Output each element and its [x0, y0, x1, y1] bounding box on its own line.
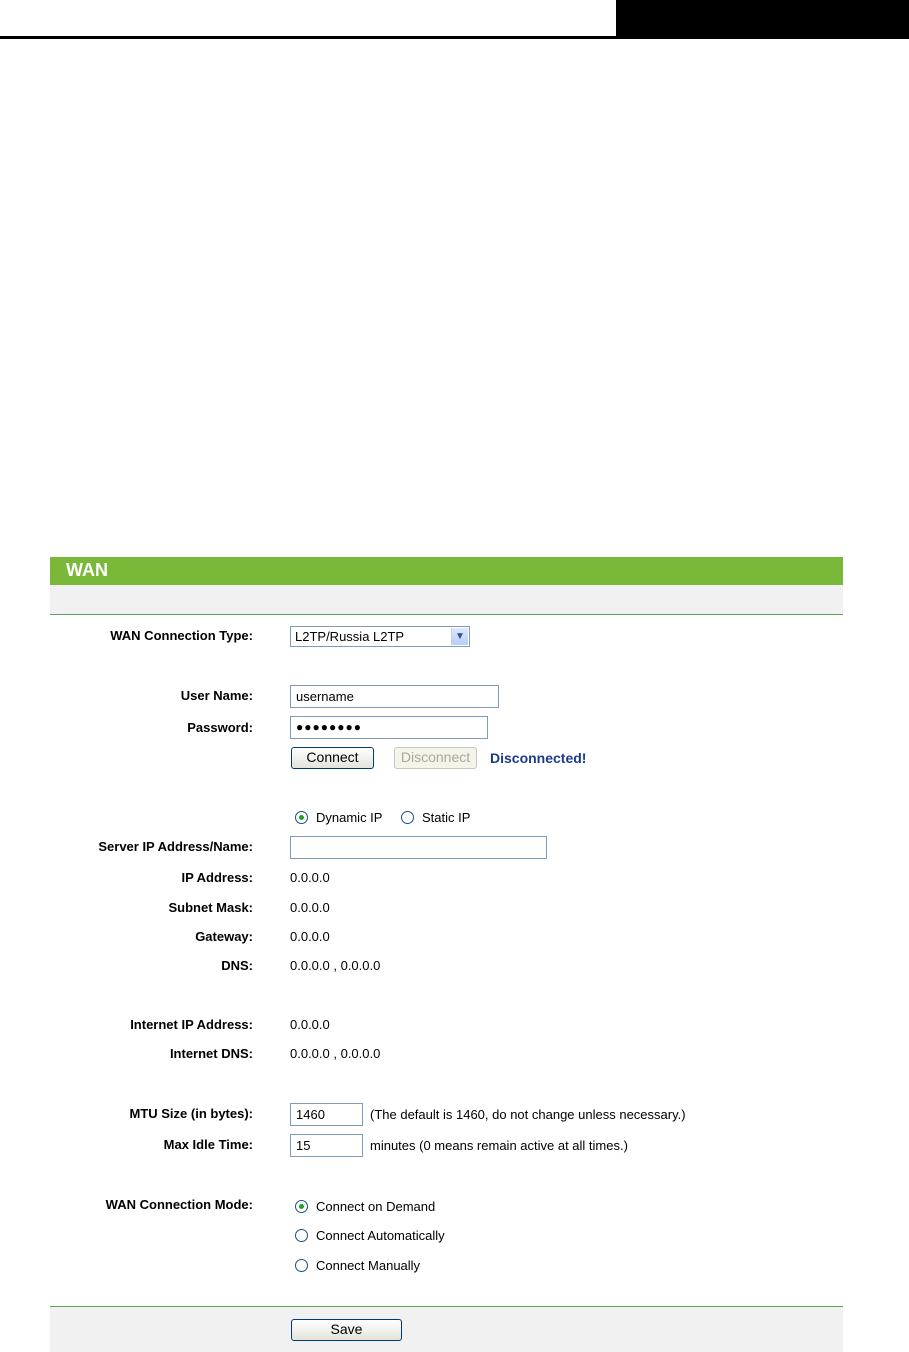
password-field[interactable]: ●●●●●●●●: [290, 716, 488, 739]
idle-field[interactable]: 15: [290, 1134, 363, 1157]
dynamic-ip-label: Dynamic IP: [316, 810, 383, 825]
dynamic-ip-radio[interactable]: [295, 811, 308, 824]
top-band: [50, 585, 843, 615]
conn-type-label: WAN Connection Type:: [110, 628, 253, 643]
mtu-label: MTU Size (in bytes):: [129, 1106, 253, 1121]
gateway-label: Gateway:: [195, 929, 253, 944]
panel-title: WAN: [66, 560, 108, 580]
panel-title-bar: [50, 557, 843, 585]
connection-status: Disconnected!: [490, 750, 587, 766]
bottom-band: [50, 1306, 843, 1352]
user-name-field[interactable]: username: [290, 685, 499, 708]
inet-dns-label: Internet DNS:: [169, 1046, 253, 1061]
inet-ip-label: Internet IP Address:: [130, 1017, 253, 1032]
server-field[interactable]: [290, 836, 547, 859]
static-ip-radio[interactable]: [401, 811, 414, 824]
inet-ip-value: 0.0.0.0: [290, 1017, 330, 1032]
static-ip-label: Static IP: [422, 810, 471, 825]
disconnect-button[interactable]: Disconnect: [394, 747, 477, 769]
mtu-field[interactable]: 1460: [290, 1103, 363, 1126]
save-button[interactable]: Save: [291, 1319, 402, 1341]
server-label: Server IP Address/Name:: [98, 839, 253, 854]
connect-button[interactable]: Connect: [291, 747, 374, 769]
mode-label: WAN Connection Mode:: [105, 1197, 253, 1212]
idle-label: Max Idle Time:: [163, 1137, 253, 1152]
connect-on-demand-radio[interactable]: [295, 1200, 308, 1213]
password-label: Password:: [187, 720, 253, 735]
mtu-hint: (The default is 1460, do not change unless necessary.): [370, 1107, 686, 1122]
idle-hint: minutes (0 means remain active at all times.): [370, 1138, 628, 1153]
header-black-block: [616, 0, 909, 39]
subnet-value: 0.0.0.0: [290, 900, 330, 915]
wan-panel: [50, 557, 843, 1351]
subnet-label: Subnet Mask:: [168, 900, 253, 915]
connect-automatically-label: Connect Automatically: [316, 1228, 445, 1243]
ip-label: IP Address:: [181, 870, 253, 885]
connect-on-demand-label: Connect on Demand: [316, 1199, 436, 1214]
dns-label: DNS:: [221, 958, 253, 973]
conn-type-select[interactable]: [290, 626, 470, 647]
user-name-label: User Name:: [180, 688, 253, 703]
ip-value: 0.0.0.0: [290, 870, 330, 885]
conn-type-value: L2TP/Russia L2TP: [295, 629, 405, 644]
inet-dns-value: 0.0.0.0 , 0.0.0.0: [290, 1046, 381, 1061]
dns-value: 0.0.0.0 , 0.0.0.0: [290, 958, 381, 973]
chevron-down-icon[interactable]: ▼: [451, 628, 468, 645]
header-rule: [0, 36, 616, 39]
connect-manually-label: Connect Manually: [316, 1258, 421, 1273]
connect-manually-radio[interactable]: [295, 1259, 308, 1272]
gateway-value: 0.0.0.0: [290, 929, 330, 944]
connect-automatically-radio[interactable]: [295, 1229, 308, 1242]
